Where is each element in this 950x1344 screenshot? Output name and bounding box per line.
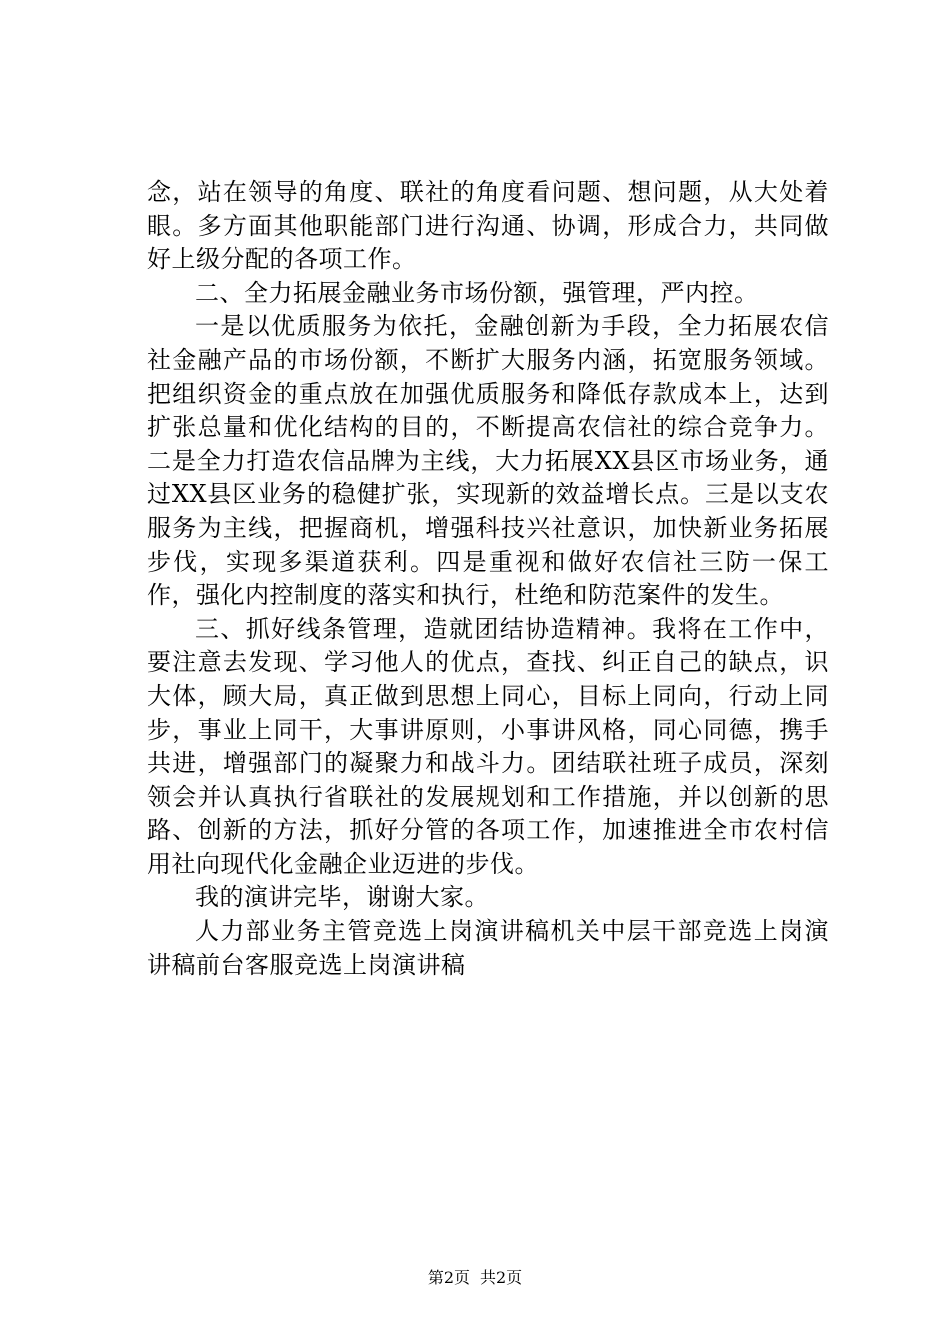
document-body (147, 176, 829, 982)
closing-remark: 我的演讲完毕，谢谢大家。 (195, 883, 489, 912)
page-number: 第2页 (427, 1268, 470, 1287)
paragraph-continuation: 念，站在领导的角度、联社的角度看问题、想问题，从大处着眼。多方面其他职能部门进行沟通、协调，形成合力，共同做好上级分配的各项工作。 (147, 178, 829, 274)
section-heading-2: 二、全力拓展金融业务市场份额，强管理，严内控。 (195, 278, 759, 307)
page-total: 共2页 (480, 1268, 523, 1287)
paragraph-financial-business: 一是以优质服务为依托，金融创新为手段，全力拓展农信社金融产品的市场份额，不断扩大服务内涵，拓宽服务领域。把组织资金的重点放在加强优质服务和降低存款成本上，达到扩张总量和优化结构的目的，不断提高农信社的综合竞争力。二是全力打造农信品牌为主线，大力拓展XX县区市场业务，通过XX县区业务的稳健扩张，实现新的效益增长点。三是以支农服务为主线，把握商机，增强科技兴社意识，加快新业务拓展步伐，实现多渠道获利。四是重视和做好农信社三防一保工作，强化内控制度的落实和执行，杜绝和防范案件的发生。 (147, 312, 829, 610)
page-footer (0, 1268, 950, 1288)
related-titles: 人力部业务主管竞选上岗演讲稿机关中层干部竞选上岗演讲稿前台客服竞选上岗演讲稿 (147, 917, 829, 979)
section-heading-3-paragraph: 三、抓好线条管理，造就团结协造精神。我将在工作中，要注意去发现、学习他人的优点，查找、纠正自己的缺点，识大体，顾大局，真正做到思想上同心，目标上同向，行动上同步，事业上同干，大事讲原则，小事讲风格，同心同德，携手共进，增强部门的凝聚力和战斗力。团结联社班子成员，深刻领会并认真执行省联社的发展规划和工作措施，并以创新的思路、创新的方法，抓好分管的各项工作，加速推进全市农村信用社向现代化金融企业迈进的步伐。 (147, 614, 829, 878)
